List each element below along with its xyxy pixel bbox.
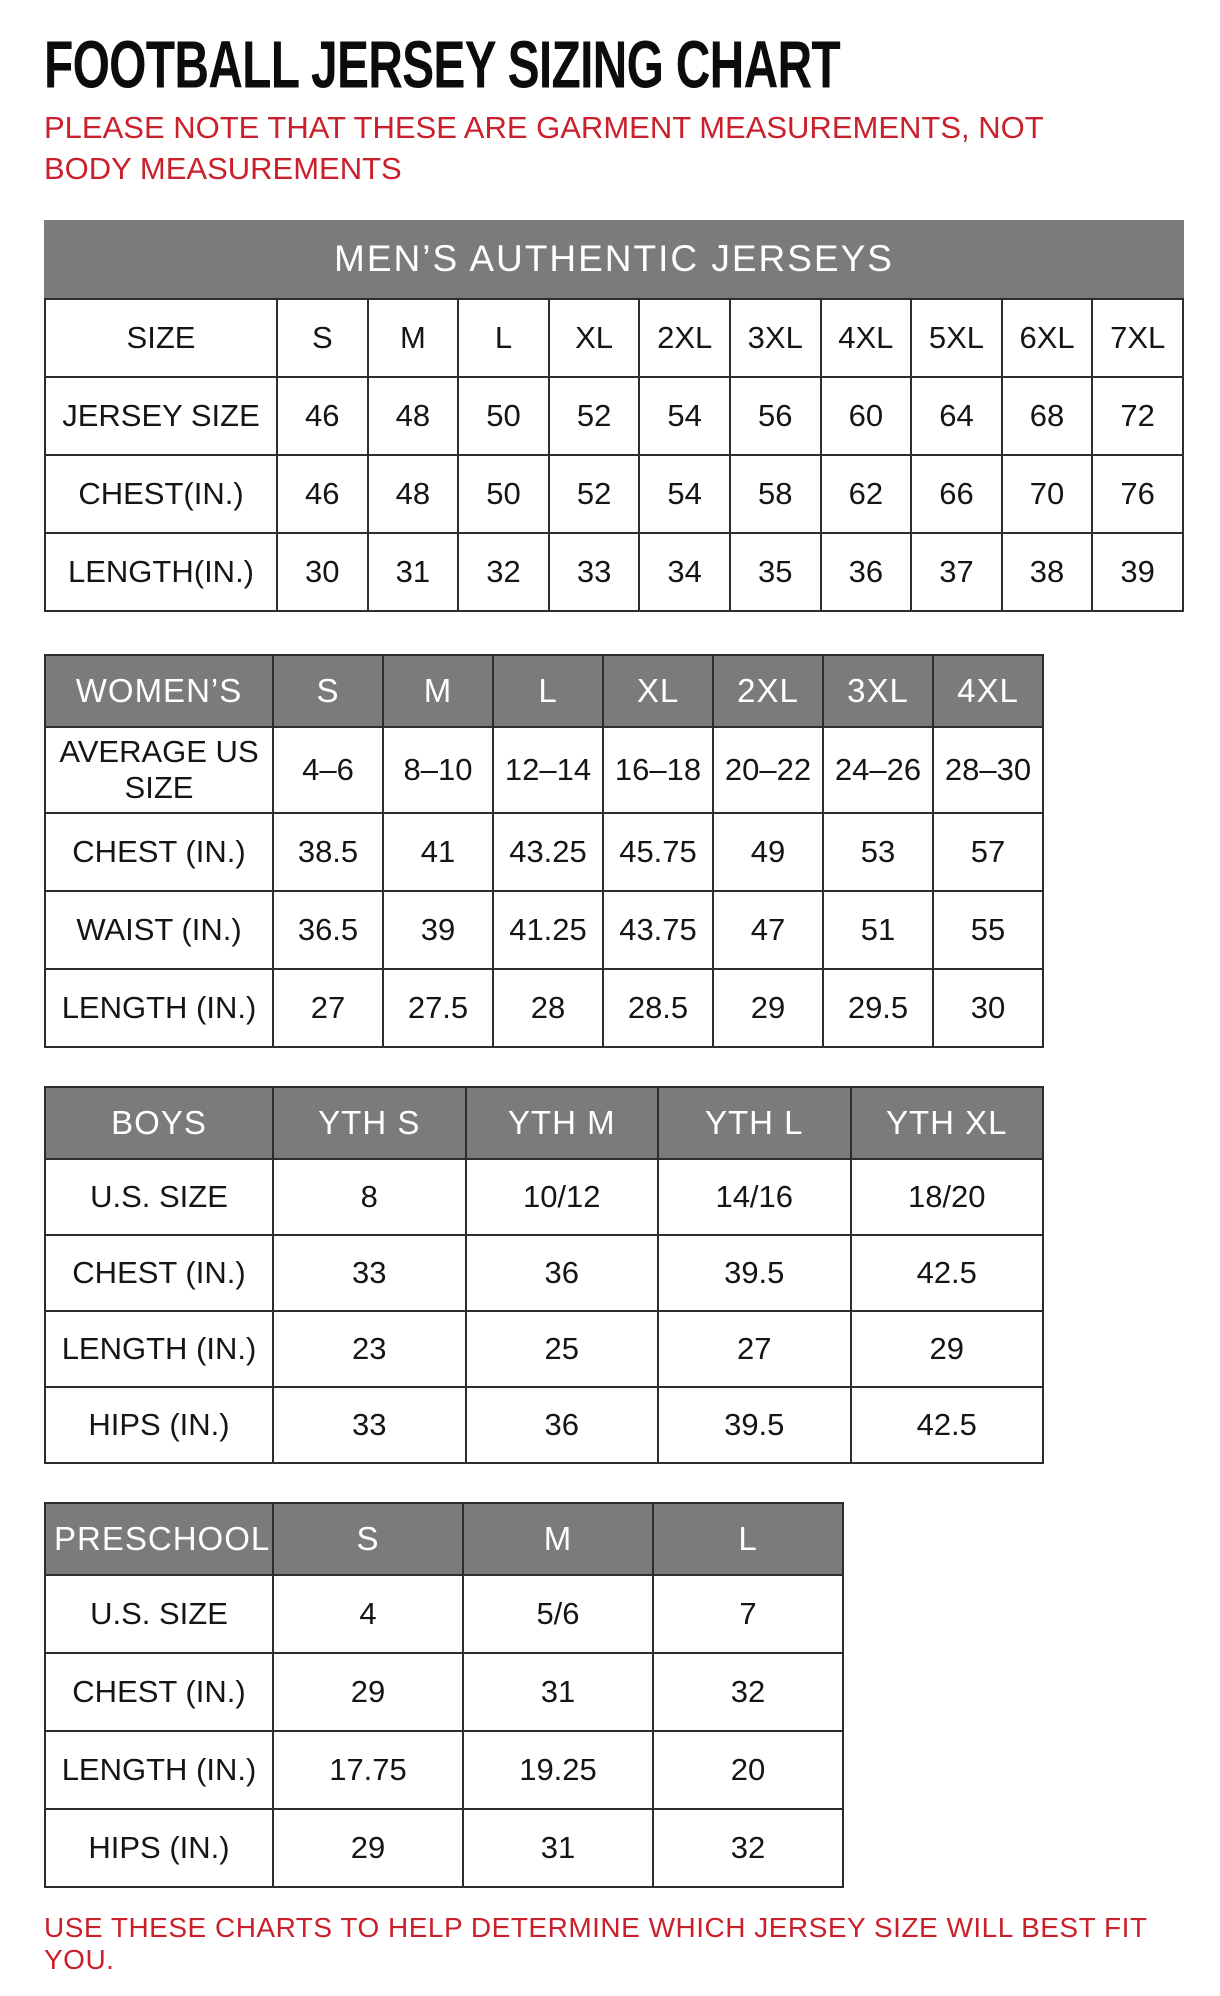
value-cell: 49 [713,813,823,891]
value-cell: 30 [933,969,1043,1047]
value-cell: 58 [730,455,821,533]
value-cell: 36 [466,1387,659,1463]
value-cell: 46 [277,455,368,533]
value-cell: 48 [368,455,459,533]
value-cell: 7 [653,1575,843,1653]
value-cell: 29 [851,1311,1044,1387]
row-label-cell: WAIST (IN.) [45,891,273,969]
row-label-cell: LENGTH (IN.) [45,1731,273,1809]
boys-sizing-table [44,1086,1044,1464]
table-row [45,299,1183,377]
value-cell: 17.75 [273,1731,463,1809]
column-header-cell: M [463,1503,653,1575]
table-row [45,1159,1043,1235]
value-cell: 56 [730,377,821,455]
value-cell: 7XL [1092,299,1183,377]
value-cell: 54 [639,377,730,455]
value-cell: 68 [1002,377,1093,455]
value-cell: 14/16 [658,1159,851,1235]
value-cell: S [277,299,368,377]
table-row [45,1311,1043,1387]
value-cell: 41 [383,813,493,891]
value-cell: 62 [821,455,912,533]
value-cell: 3XL [730,299,821,377]
value-cell: 33 [273,1235,466,1311]
column-header-cell: XL [603,655,713,727]
value-cell: 57 [933,813,1043,891]
value-cell: 25 [466,1311,659,1387]
value-cell: 19.25 [463,1731,653,1809]
row-label-cell: AVERAGE US SIZE [45,727,273,813]
table-row [45,377,1183,455]
value-cell: 29 [713,969,823,1047]
value-cell: 42.5 [851,1387,1044,1463]
column-header-cell: YTH XL [851,1087,1044,1159]
row-label-cell: CHEST (IN.) [45,1653,273,1731]
value-cell: 18/20 [851,1159,1044,1235]
value-cell: 20–22 [713,727,823,813]
value-cell: 50 [458,455,549,533]
footer-note: USE THESE CHARTS TO HELP DETERMINE WHICH JERSEY SIZE WILL BEST FIT YOU. [44,1911,1147,1975]
table-row [45,455,1183,533]
column-header-cell: L [493,655,603,727]
garment-measurements-note: PLEASE NOTE THAT THESE ARE GARMENT MEASUREMENTS, NOT BODY MEASUREMENTS [44,110,1044,186]
value-cell: 4XL [821,299,912,377]
table-row [45,813,1043,891]
row-label-cell: JERSEY SIZE [45,377,277,455]
value-cell: L [458,299,549,377]
value-cell: 36.5 [273,891,383,969]
row-label-cell: SIZE [45,299,277,377]
value-cell: 60 [821,377,912,455]
value-cell: 34 [639,533,730,611]
row-label-cell: LENGTH(IN.) [45,533,277,611]
table-row [45,727,1043,813]
value-cell: 23 [273,1311,466,1387]
value-cell: 27.5 [383,969,493,1047]
table-row [45,969,1043,1047]
row-label-cell: U.S. SIZE [45,1575,273,1653]
value-cell: 72 [1092,377,1183,455]
value-cell: M [368,299,459,377]
value-cell: 33 [273,1387,466,1463]
value-cell: 36 [821,533,912,611]
column-header-cell: S [273,655,383,727]
value-cell: 66 [911,455,1002,533]
value-cell: 29 [273,1809,463,1887]
table-row [45,1575,843,1653]
table-row [45,1653,843,1731]
value-cell: 52 [549,455,640,533]
table-row [45,1387,1043,1463]
table-header-row [45,1087,1043,1159]
value-cell: 39.5 [658,1387,851,1463]
value-cell: 2XL [639,299,730,377]
value-cell: 37 [911,533,1002,611]
table-title-cell: BOYS [45,1087,273,1159]
value-cell: 20 [653,1731,843,1809]
table-title-cell: WOMEN’S [45,655,273,727]
table-row [45,1731,843,1809]
value-cell: 10/12 [466,1159,659,1235]
value-cell: 31 [368,533,459,611]
value-cell: 5XL [911,299,1002,377]
value-cell: 38 [1002,533,1093,611]
mens-table-banner: MEN’S AUTHENTIC JERSEYS [44,220,1184,298]
value-cell: 6XL [1002,299,1093,377]
row-label-cell: HIPS (IN.) [45,1387,273,1463]
value-cell: 46 [277,377,368,455]
value-cell: 43.75 [603,891,713,969]
value-cell: 4–6 [273,727,383,813]
value-cell: 32 [653,1809,843,1887]
value-cell: 52 [549,377,640,455]
value-cell: 70 [1002,455,1093,533]
mens-sizing-table [44,298,1184,612]
value-cell: 38.5 [273,813,383,891]
value-cell: 76 [1092,455,1183,533]
value-cell: 16–18 [603,727,713,813]
column-header-cell: S [273,1503,463,1575]
table-title-cell: PRESCHOOL [45,1503,273,1575]
value-cell: 51 [823,891,933,969]
column-header-cell: YTH L [658,1087,851,1159]
value-cell: XL [549,299,640,377]
row-label-cell: CHEST (IN.) [45,1235,273,1311]
row-label-cell: CHEST (IN.) [45,813,273,891]
row-label-cell: HIPS (IN.) [45,1809,273,1887]
value-cell: 32 [458,533,549,611]
value-cell: 39 [383,891,493,969]
value-cell: 35 [730,533,821,611]
row-label-cell: CHEST(IN.) [45,455,277,533]
value-cell: 41.25 [493,891,603,969]
table-row [45,891,1043,969]
value-cell: 36 [466,1235,659,1311]
value-cell: 5/6 [463,1575,653,1653]
value-cell: 24–26 [823,727,933,813]
preschool-sizing-table [44,1502,844,1888]
column-header-cell: YTH S [273,1087,466,1159]
value-cell: 39.5 [658,1235,851,1311]
column-header-cell: YTH M [466,1087,659,1159]
column-header-cell: 2XL [713,655,823,727]
table-row [45,533,1183,611]
value-cell: 39 [1092,533,1183,611]
value-cell: 50 [458,377,549,455]
value-cell: 28 [493,969,603,1047]
value-cell: 55 [933,891,1043,969]
row-label-cell: U.S. SIZE [45,1159,273,1235]
value-cell: 28–30 [933,727,1043,813]
value-cell: 28.5 [603,969,713,1047]
value-cell: 43.25 [493,813,603,891]
value-cell: 47 [713,891,823,969]
value-cell: 53 [823,813,933,891]
value-cell: 42.5 [851,1235,1044,1311]
value-cell: 29.5 [823,969,933,1047]
row-label-cell: LENGTH (IN.) [45,1311,273,1387]
value-cell: 12–14 [493,727,603,813]
column-header-cell: M [383,655,493,727]
page-title: FOOTBALL JERSEY SIZING CHART [44,27,840,102]
value-cell: 8 [273,1159,466,1235]
value-cell: 27 [273,969,383,1047]
table-header-row [45,1503,843,1575]
column-header-cell: 4XL [933,655,1043,727]
row-label-cell: LENGTH (IN.) [45,969,273,1047]
womens-sizing-table [44,654,1044,1048]
table-header-row [45,655,1043,727]
value-cell: 30 [277,533,368,611]
value-cell: 64 [911,377,1002,455]
table-row [45,1809,843,1887]
value-cell: 27 [658,1311,851,1387]
value-cell: 32 [653,1653,843,1731]
value-cell: 33 [549,533,640,611]
value-cell: 54 [639,455,730,533]
value-cell: 45.75 [603,813,713,891]
value-cell: 48 [368,377,459,455]
value-cell: 31 [463,1653,653,1731]
value-cell: 4 [273,1575,463,1653]
value-cell: 8–10 [383,727,493,813]
column-header-cell: L [653,1503,843,1575]
table-row [45,1235,1043,1311]
column-header-cell: 3XL [823,655,933,727]
value-cell: 29 [273,1653,463,1731]
value-cell: 31 [463,1809,653,1887]
